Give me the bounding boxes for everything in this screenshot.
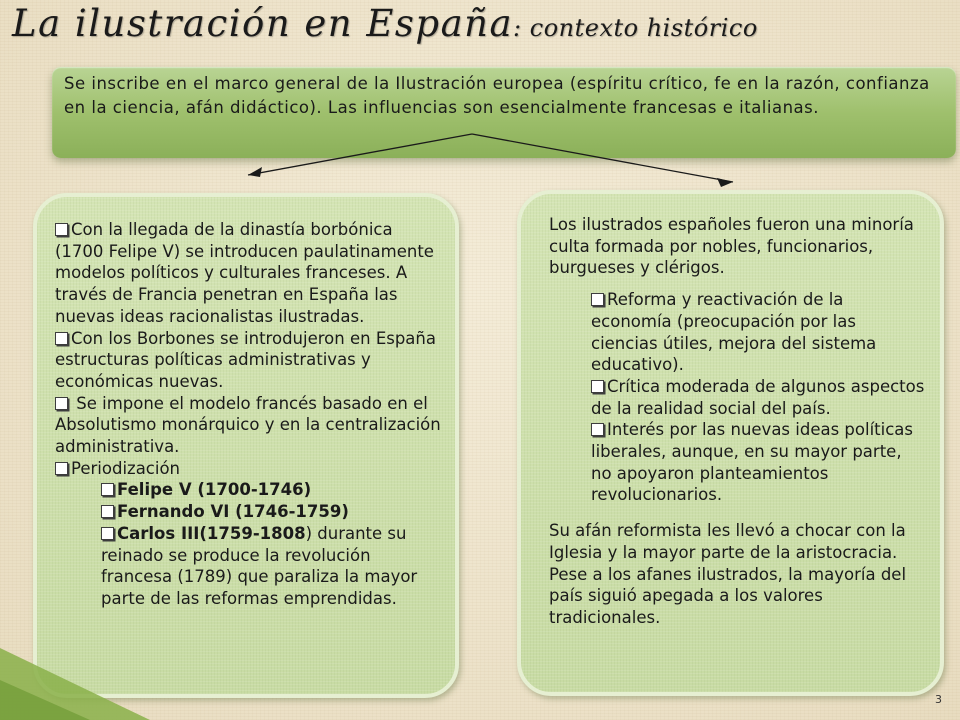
hollow-square-bullet-icon — [591, 423, 604, 436]
period-item: Felipe V (1700-1746) — [101, 479, 441, 501]
list-item: Crítica moderada de algunos aspectos de la realidad social del país. — [591, 376, 925, 418]
hollow-square-bullet-icon — [101, 505, 114, 518]
right-arrow-line — [472, 134, 733, 182]
slide-title-main: La ilustración en España — [12, 2, 514, 45]
period-item: Carlos III(1759-1808) durante su reinado se produce la revolución francesa (1789) que paraliza la mayor parte de las reformas emprendidas. — [101, 523, 418, 608]
intro-text: Se inscribe en el marco general de la Ilustración europea (espíritu crítico, fe en la razón, confianza en la ciencia, afán didáctico). Las influencias son esencialmente francesas e italianas. — [64, 74, 930, 117]
reform-list — [549, 289, 926, 506]
corner-decoration — [0, 610, 150, 720]
right-card — [517, 190, 944, 696]
periodization-list — [55, 479, 441, 609]
hollow-square-bullet-icon — [591, 380, 604, 393]
hollow-square-bullet-icon — [591, 293, 604, 306]
slide-title-sub: : contexto histórico — [513, 14, 758, 42]
left-arrow-line — [248, 134, 472, 175]
hollow-square-bullet-icon — [55, 397, 68, 410]
list-item: Interés por las nuevas ideas políticas liberales, aunque, en su mayor parte, no apoyaron planteamientos revolucionarios. — [591, 420, 914, 505]
hollow-square-bullet-icon — [55, 462, 68, 475]
list-item: Reforma y reactivación de la economía (preocupación por las ciencias útiles, mejora del sistema educativo). — [591, 290, 877, 375]
period-item: Fernando VI (1746-1759) — [101, 501, 441, 523]
hollow-square-bullet-icon — [55, 223, 68, 236]
page-number: 3 — [935, 693, 942, 706]
right-intro: Los ilustrados españoles fueron una minoría culta formada por nobles, funcionarios, burgueses y clérigos. — [549, 215, 914, 278]
list-item: Se impone el modelo francés basado en el Absolutismo monárquico y en la centralización administrativa. — [55, 393, 441, 457]
list-item: Con la llegada de la dinastía borbónica (1700 Felipe V) se introducen paulatinamente modelos políticos y culturales franceses. A través de Francia penetran en España las nuevas ideas racionalistas ilustradas. — [55, 220, 434, 326]
left-arrow-icon — [248, 167, 262, 177]
right-closing: Su afán reformista les llevó a chocar con la Iglesia y la mayor parte de la aristocracia. Pese a los afanes ilustrados, la mayoría del país siguió apegada a los valores tradicionales. — [549, 521, 907, 627]
hollow-square-bullet-icon — [101, 527, 114, 540]
hollow-square-bullet-icon — [101, 483, 114, 496]
right-arrow-icon — [717, 178, 733, 187]
hollow-square-bullet-icon — [55, 332, 68, 345]
list-item: Periodización — [55, 458, 441, 480]
list-item: Con los Borbones se introdujeron en España estructuras políticas administrativas y económicas nuevas. — [55, 328, 436, 391]
